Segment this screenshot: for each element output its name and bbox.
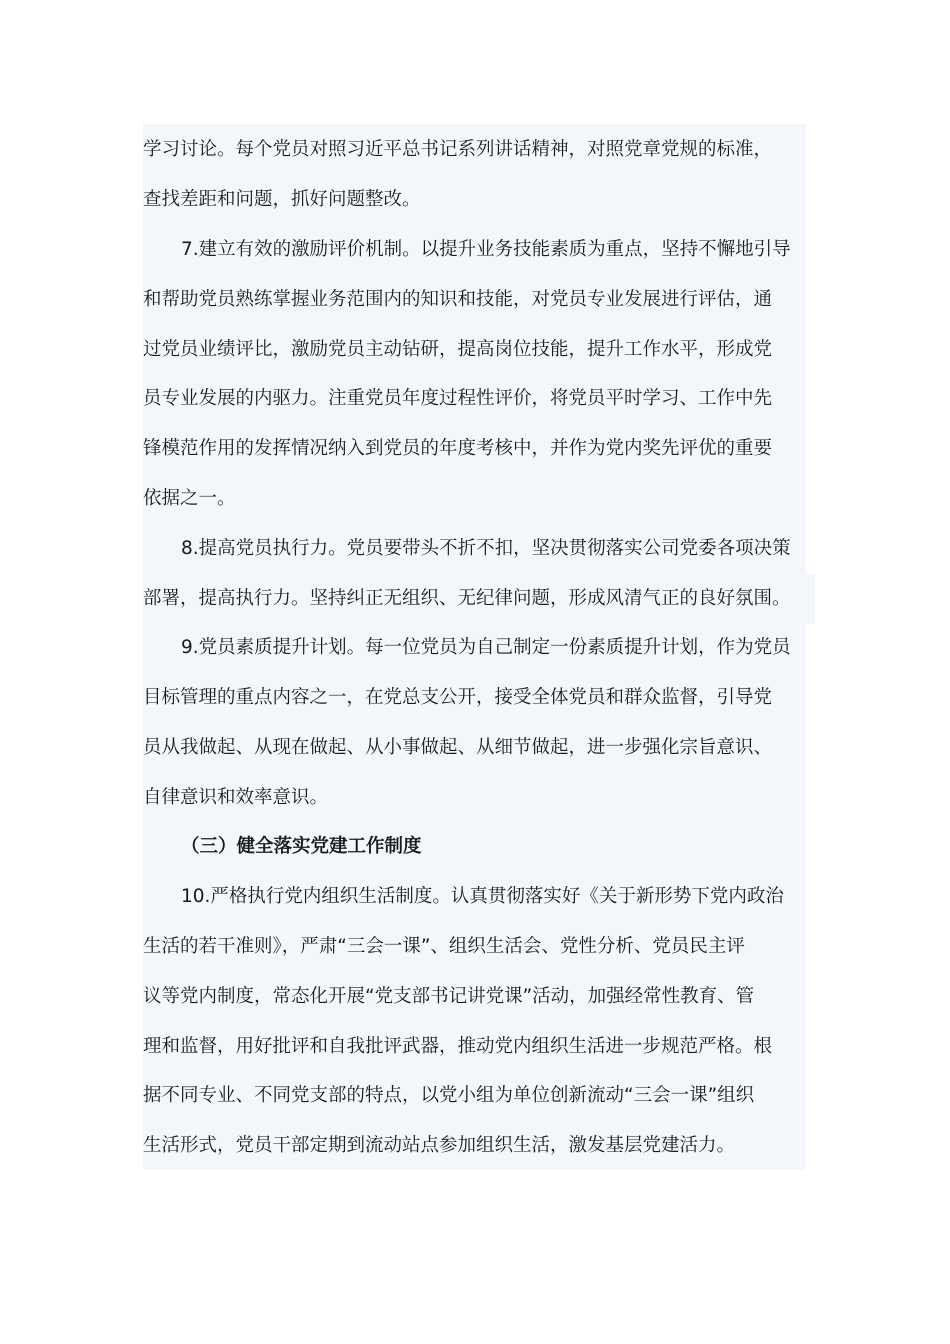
paragraph-line: 7.建立有效的激励评价机制。以提升业务技能素质为重点，坚持不懈地引导 [181, 239, 791, 260]
paragraph-line: 查找差距和问题，抓好问题整改。 [143, 189, 421, 210]
paragraph-line: 理和监督，用好批评和自我批评武器，推动党内组织生活进一步规范严格。根 [143, 1036, 773, 1057]
paragraph-line: 过党员业绩评比，激励党员主动钻研，提高岗位技能，提升工作水平，形成党 [143, 339, 773, 360]
paragraph-line: 9.党员素质提升计划。每一位党员为自己制定一份素质提升计划，作为党员 [181, 637, 791, 658]
paragraph-line: 生活的若干准则》，严肃“三会一课”、组织生活会、党性分析、党员民主评 [143, 936, 745, 957]
paragraph-line: 10.严格执行党内组织生活制度。认真贯彻落实好《关于新形势下党内政治 [181, 886, 784, 907]
paragraph-line: 据不同专业、不同党支部的特点，以党小组为单位创新流动“三会一课”组织 [143, 1085, 755, 1106]
paragraph-line: 自律意识和效率意识。 [143, 787, 329, 808]
paragraph-line: 生活形式，党员干部定期到流动站点参加组织生活，激发基层党建活力。 [143, 1135, 736, 1156]
paragraph-line: 员专业发展的内驱力。注重党员年度过程性评价，将党员平时学习、工作中先 [143, 388, 773, 409]
paragraph-line: 议等党内制度，常态化开展“党支部书记讲党课”活动，加强经常性教育、管 [143, 986, 755, 1007]
paragraph-line: 锋模范作用的发挥情况纳入到党员的年度考核中，并作为党内奖先评优的重要 [143, 438, 773, 459]
paragraph-line: 学习讨论。每个党员对照习近平总书记系列讲话精神，对照党章党规的标准， [143, 139, 773, 160]
paragraph-line: 8.提高党员执行力。党员要带头不折不扣，坚决贯彻落实公司党委各项决策 [181, 538, 791, 559]
paragraph-line: 目标管理的重点内容之一，在党总支公开，接受全体党员和群众监督，引导党 [143, 687, 773, 708]
section-heading: （三）健全落实党建工作制度 [181, 836, 422, 857]
paragraph-line: 员从我做起、从现在做起、从小事做起、从细节做起，进一步强化宗旨意识、 [143, 737, 773, 758]
paragraph-line: 部署，提高执行力。坚持纠正无组织、无纪律问题，形成风清气正的良好氛围。 [143, 574, 815, 624]
paragraph-line: 和帮助党员熟练掌握业务范围内的知识和技能，对党员专业发展进行评估，通 [143, 289, 773, 310]
paragraph-line: 依据之一。 [143, 488, 236, 509]
